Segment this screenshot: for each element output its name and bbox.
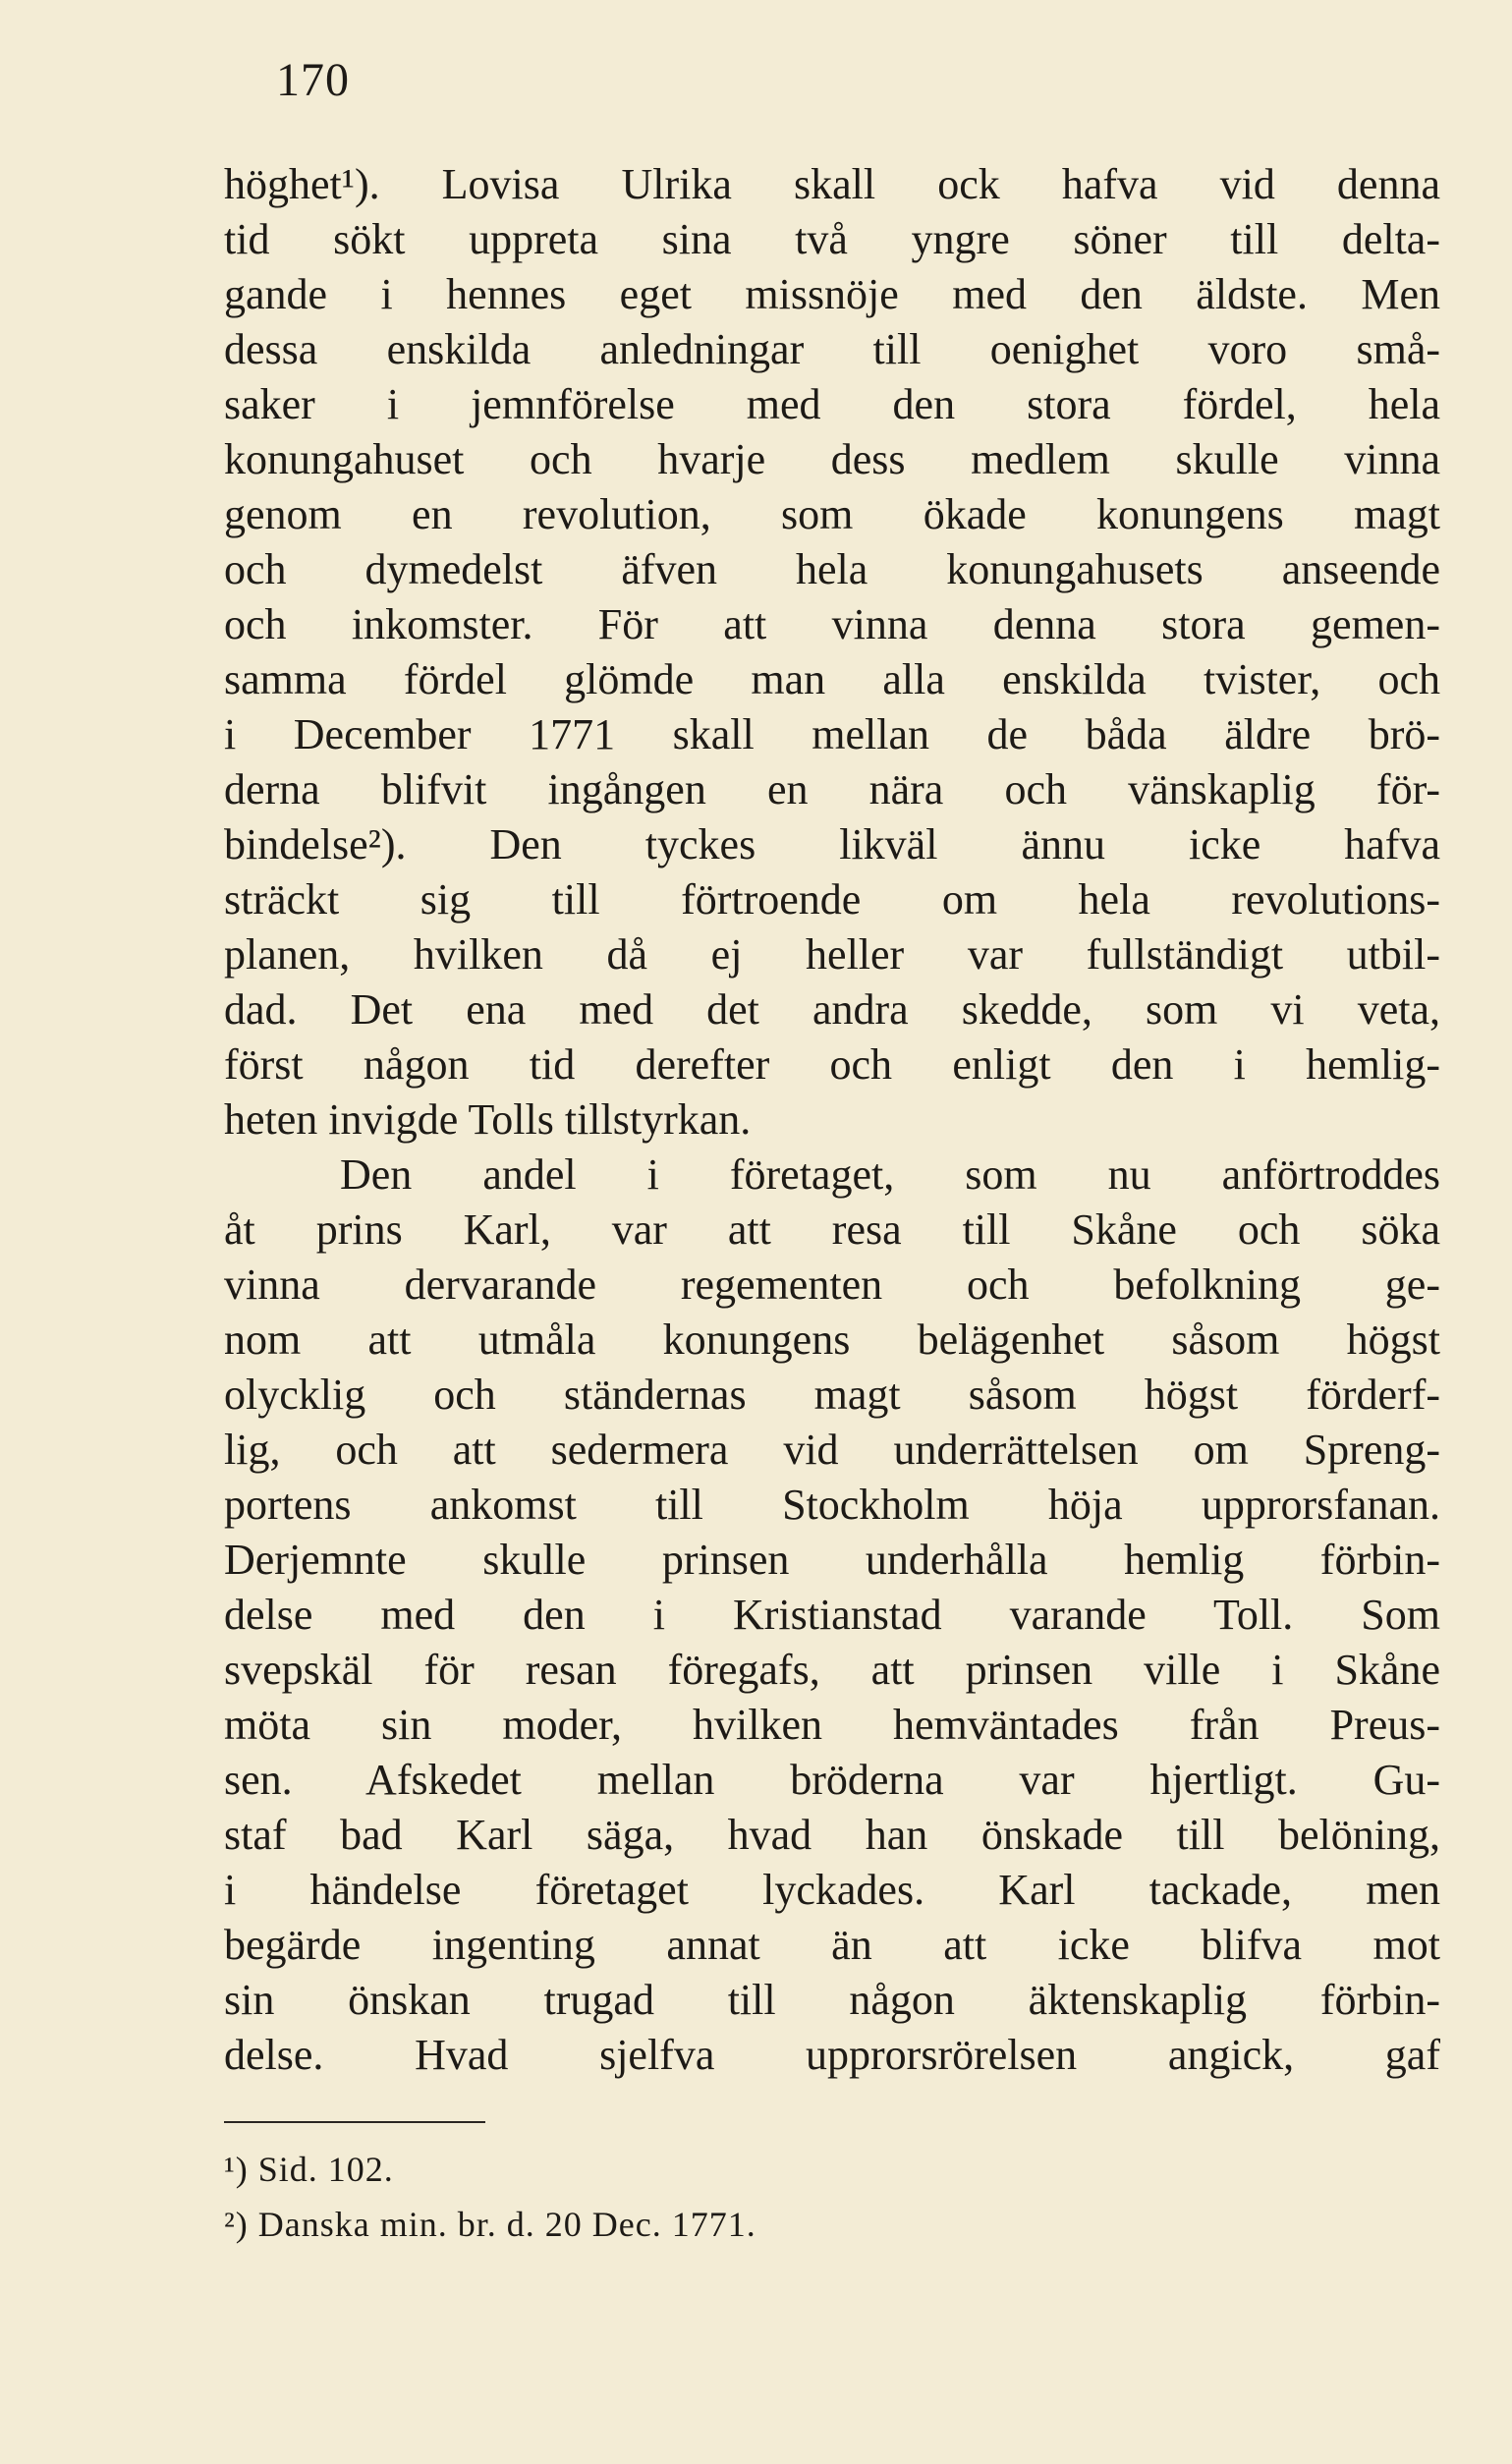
text-line: planen, hvilken då ej heller var fullständigt utbil- [224,930,1440,979]
footnotes [224,2142,1206,2252]
page-number: 170 [276,54,350,106]
text-line: Derjemnte skulle prinsen underhålla hemlig förbin- [224,1536,1440,1584]
text-line: höghet¹). Lovisa Ulrika skall ock hafva vid denna [224,160,1440,208]
text-line: sträckt sig till förtroende om hela revolutions- [224,875,1440,924]
footnote-divider [224,2121,485,2123]
footnote-1: ¹) Sid. 102. [224,2150,394,2189]
text-line: staf bad Karl säga, hvad han önskade till belöning, [224,1811,1440,1859]
text-line: sen. Afskedet mellan bröderna var hjertligt. Gu- [224,1756,1440,1804]
text-line: delse. Hvad sjelfva upprorsrörelsen angick, gaf [224,2031,1440,2079]
text-line: sin önskan trugad till någon äktenskaplig förbin- [224,1976,1440,2024]
footnote-2: ²) Danska min. br. d. 20 Dec. 1771. [224,2205,756,2244]
text-line: svepskäl för resan föregafs, att prinsen ville i Skåne [224,1646,1440,1694]
text-line: Den andel i företaget, som nu anförtroddes [340,1150,1440,1199]
text-line: och dymedelst äfven hela konungahusets anseende [224,545,1440,593]
text-line: genom en revolution, som ökade konungens magt [224,490,1440,538]
text-line: vinna dervarande regementen och befolkning ge- [224,1260,1440,1309]
text-line: nom att utmåla konungens belägenhet såsom högst [224,1316,1440,1364]
text-line: heten invigde Tolls tillstyrkan. [224,1095,752,1144]
text-line: först någon tid derefter och enligt den i hemlig- [224,1040,1440,1089]
text-line: dessa enskilda anledningar till oenighet voro små- [224,325,1440,373]
text-line: delse med den i Kristianstad varande Toll. Som [224,1591,1440,1639]
text-line: konungahuset och hvarje dess medlem skulle vinna [224,435,1440,483]
text-line: lig, och att sedermera vid underrättelsen om Spreng- [224,1426,1440,1474]
text-line: olycklig och ständernas magt såsom högst förderf- [224,1371,1440,1419]
text-line: bindelse²). Den tyckes likväl ännu icke hafva [224,820,1440,868]
text-line: dad. Det ena med det andra skedde, som vi veta, [224,985,1440,1034]
text-line: derna blifvit ingången en nära och vänskaplig för- [224,765,1440,813]
text-line: i händelse företaget lyckades. Karl tackade, men [224,1866,1440,1914]
text-line: åt prins Karl, var att resa till Skåne och söka [224,1205,1440,1254]
body-text [224,157,1440,2083]
text-line: möta sin moder, hvilken hemväntades från Preus- [224,1701,1440,1749]
text-line: samma fördel glömde man alla enskilda tvister, och [224,655,1440,703]
text-line: och inkomster. För att vinna denna stora gemen- [224,600,1440,648]
text-line: tid sökt uppreta sina två yngre söner till delta- [224,215,1440,263]
text-line: begärde ingenting annat än att icke blifva mot [224,1921,1440,1969]
text-line: saker i jemnförelse med den stora fördel, hela [224,380,1440,428]
text-line: portens ankomst till Stockholm höja upprorsfanan. [224,1481,1440,1529]
text-line: gande i hennes eget missnöje med den äldste. Men [224,270,1440,318]
text-line: i December 1771 skall mellan de båda äldre brö- [224,710,1440,758]
